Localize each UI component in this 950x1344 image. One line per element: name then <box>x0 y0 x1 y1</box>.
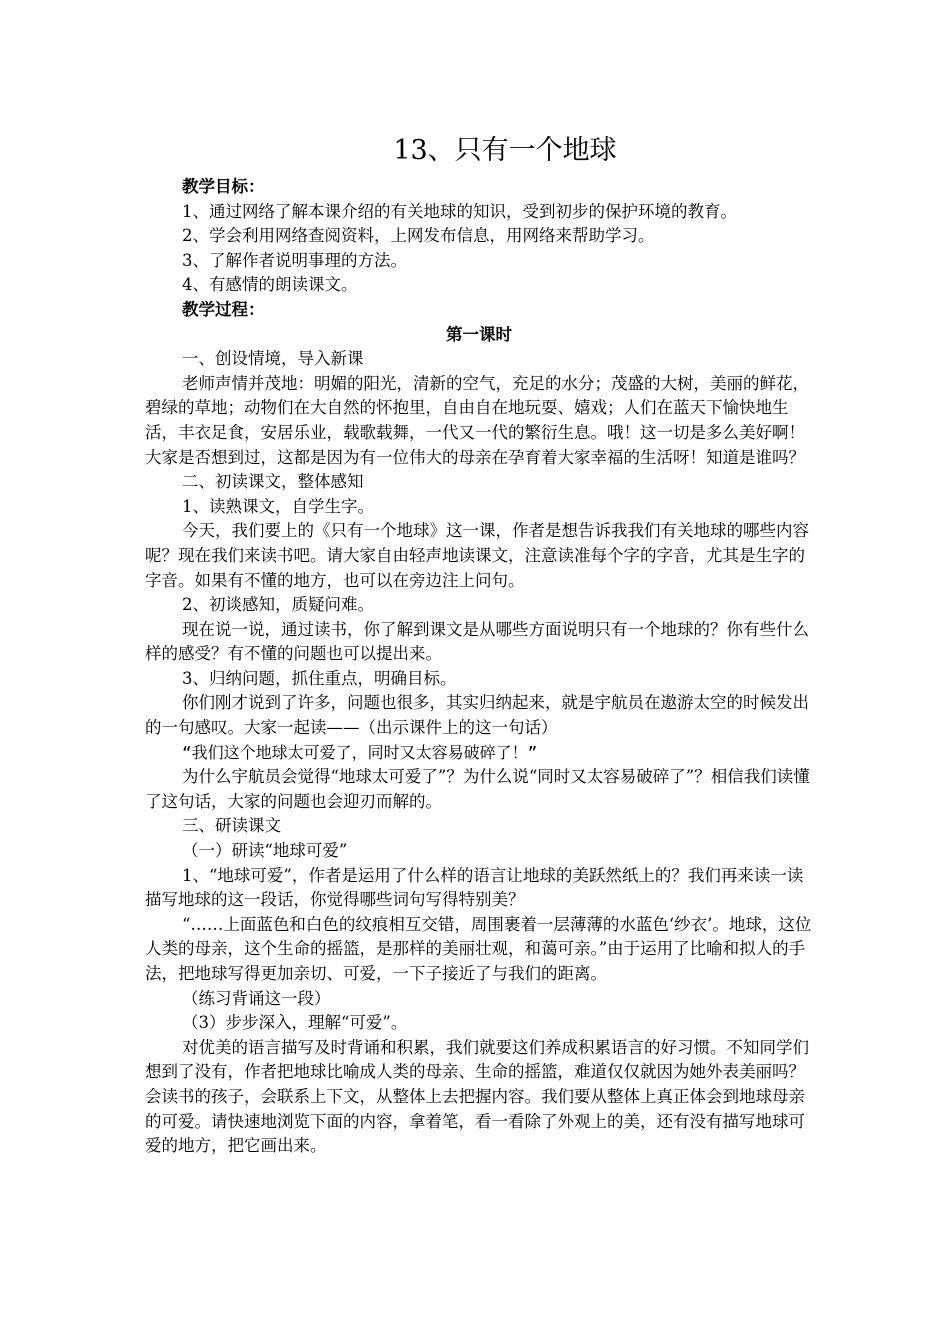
paragraph: 你们刚才说到了许多，问题也很多，其实归纳起来，就是宇航员在遨游太空的时候发出的一句感叹。大家一起读——（出示课件上的这一句话） <box>145 693 809 738</box>
paragraph: 现在说一说，通过读书，你了解到课文是从哪些方面说明只有一个地球的？你有些什么样的感受？有不懂的问题也可以提出来。 <box>145 619 809 664</box>
paragraph: 三、研读课文 <box>182 816 281 836</box>
quote-paragraph: “我们这个地球太可爱了，同时又太容易破碎了！” <box>182 742 538 762</box>
paragraph: （一）研读“地球可爱” <box>182 841 348 861</box>
paragraph: 二、初读课文，整体感知 <box>182 472 364 492</box>
document-body <box>145 175 813 1159</box>
document-title: 13、只有一个地球 <box>393 135 617 166</box>
paragraph: 3、归纳问题，抓住重点，明确目标。 <box>182 668 457 688</box>
paragraph: 3、了解作者说明事理的方法。 <box>182 250 407 270</box>
paragraph: （3）步步深入，理解“可爱”。 <box>182 1013 408 1033</box>
paragraph: 1、通过网络了解本课介绍的有关地球的知识，受到初步的保护环境的教育。 <box>182 201 737 221</box>
paragraph: 今天，我们要上的《只有一个地球》这一课，作者是想告诉我我们有关地球的哪些内容呢？现在我们来读书吧。请大家自由轻声地读课文，注意读准每个字的字音，尤其是生字的字音。如果有不懂的地方，也可以在旁边注上问句。 <box>145 521 809 590</box>
paragraph: 2、学会利用网络查阅资料，上网发布信息，用网络来帮助学习。 <box>182 226 655 246</box>
paragraph: “……上面蓝色和白色的纹痕相互交错，周围裹着一层薄薄的水蓝色‘纱衣’。地球，这位人类的母亲，这个生命的摇篮，是那样的美丽壮观，和蔼可亲。”由于运用了比喻和拟人的手法，把地球写得更加亲切、可爱，一下子接近了与我们的距离。 <box>145 914 812 983</box>
paragraph: （练习背诵这一段） <box>182 988 331 1008</box>
paragraph: 教学过程： <box>182 299 265 319</box>
section-heading: 第一课时 <box>446 324 512 344</box>
paragraph: 老师声情并茂地：明媚的阳光，清新的空气，充足的水分；茂盛的大树，美丽的鲜花，碧绿的草地；动物们在大自然的怀抱里，自由自在地玩耍、嬉戏；人们在蓝天下愉快地生活，丰衣足食，安居乐业，载歌载舞，一代又一代的繁衍生息。哦！这一切是多么美好啊！大家是否想到过，这都是因为有一位伟大的母亲在孕育着大家幸福的生活呀！知道是谁吗？ <box>145 373 809 467</box>
paragraph: 2、初谈感知，质疑问难。 <box>182 595 374 615</box>
paragraph: 1、“地球可爱”，作者是运用了什么样的语言让地球的美跃然纸上的？我们再来读一读描写地球的这一段话，你觉得哪些词句写得特别美？ <box>145 865 804 910</box>
paragraph: 教学目标： <box>182 177 265 196</box>
paragraph: 1、读熟课文，自学生字。 <box>182 496 374 516</box>
paragraph: 对优美的语言描写及时背诵和积累，我们就要这们养成积累语言的好习惯。不知同学们想到了没有，作者把地球比喻成人类的母亲、生命的摇篮，难道仅仅就因为她外表美丽吗？会读书的孩子，会联系上下文，从整体上去把握内容。我们要从整体上真正体会到地球母亲的可爱。请快速地浏览下面的内容，拿着笔，看一看除了外观上的美，还有没有描写地球可爱的地方，把它画出来。 <box>145 1037 809 1156</box>
paragraph: 为什么宇航员会觉得“地球太可爱了”？为什么说“同时又太容易破碎了”？相信我们读懂了这句话，大家的问题也会迎刃而解的。 <box>145 767 810 811</box>
paragraph: 4、有感情的朗读课文。 <box>182 275 358 295</box>
paragraph: 一、创设情境，导入新课 <box>182 349 364 369</box>
